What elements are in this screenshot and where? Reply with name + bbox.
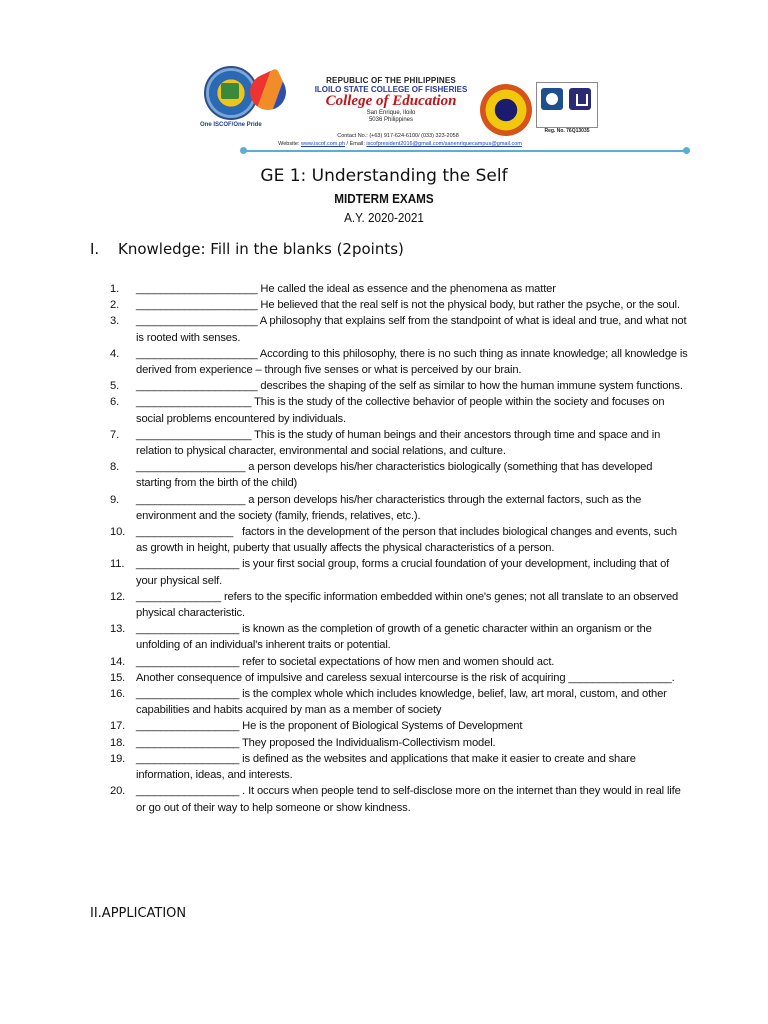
question-number: 16. bbox=[110, 688, 126, 701]
question-item bbox=[110, 670, 690, 686]
question-item bbox=[110, 718, 690, 734]
question-item bbox=[110, 394, 690, 426]
registration-number: Reg. No. 76Q13035 bbox=[544, 128, 590, 134]
question-item bbox=[110, 783, 690, 815]
question-item bbox=[110, 281, 690, 297]
college-name: ILOILO STATE COLLEGE OF FISHERIES bbox=[314, 85, 468, 94]
section2-heading: II.APPLICATION bbox=[90, 906, 187, 921]
question-number: 13. bbox=[110, 623, 126, 636]
question-text: ____________________ describes the shaping of the self as similar to how the human immune system functions. bbox=[136, 380, 683, 393]
question-text: _________________ refer to societal expectations of how men and women should act. bbox=[136, 655, 555, 668]
question-text: ___________________ This is the study of the collective behavior of people within the society and focuses on social problems encountered by individuals. bbox=[136, 396, 668, 425]
contact-info: Contact No.: (+63) 917-624-6100/ (033) 323-2058 bbox=[337, 133, 459, 139]
divider-dot-right bbox=[683, 147, 690, 154]
question-item bbox=[110, 378, 690, 394]
question-text: ____________________ He believed that the real self is not the physical body, but rather the psyche, or the soul. bbox=[136, 299, 680, 312]
question-number: 1. bbox=[110, 283, 120, 295]
question-item bbox=[110, 654, 690, 670]
question-text: _________________ is the complex whole which includes knowledge, belief, law, art moral, custom, and other capabilities and habits acquired by man as a member of society bbox=[136, 688, 670, 717]
letterhead bbox=[190, 60, 610, 156]
question-number: 11. bbox=[110, 558, 125, 571]
question-number: 5. bbox=[110, 380, 120, 393]
question-number: 2. bbox=[110, 299, 120, 312]
question-text: Another consequence of impulsive and careless sexual intercourse is the risk of acquiring _________________. bbox=[136, 671, 675, 684]
question-number: 9. bbox=[110, 493, 120, 506]
question-item bbox=[110, 621, 690, 653]
question-text: ____________________ A philosophy that explains self from the standpoint of what is ideal and true, and what not is rooted with senses. bbox=[136, 315, 690, 344]
question-number: 7. bbox=[110, 428, 120, 441]
ukas-crown-icon bbox=[576, 94, 588, 106]
website-prefix: Website: bbox=[278, 141, 301, 147]
question-item bbox=[110, 313, 690, 345]
section1-number: I. bbox=[90, 240, 100, 258]
campus-seal-logo bbox=[480, 84, 532, 136]
section1-heading bbox=[90, 240, 404, 258]
exam-title: GE 1: Understanding the Self bbox=[260, 166, 508, 186]
question-number: 15. bbox=[110, 671, 126, 684]
question-number: 14. bbox=[110, 655, 126, 668]
college-of-education: College of Education bbox=[325, 93, 457, 109]
question-number: 8. bbox=[110, 461, 120, 474]
question-number: 17. bbox=[110, 720, 126, 733]
question-item bbox=[110, 686, 690, 718]
divider-dot-left bbox=[240, 147, 247, 154]
question-item bbox=[110, 589, 690, 621]
motto: One ISCOF/One Pride bbox=[200, 122, 262, 128]
letterhead-text bbox=[286, 76, 496, 124]
academic-year: A.Y. 2020-2021 bbox=[344, 210, 424, 225]
question-text: ____________________ According to this philosophy, there is no such thing as innate knowledge; all knowledge is derived from experience – through five senses or what is perceived by our brain. bbox=[136, 347, 691, 377]
seal-emblem-icon bbox=[221, 83, 239, 99]
website-line bbox=[215, 141, 585, 147]
question-text: _________________ He is the proponent of Biological Systems of Development bbox=[136, 720, 523, 733]
republic-label: REPUBLIC OF THE PHILIPPINES bbox=[326, 76, 456, 85]
question-text: ___________________ This is the study of human beings and their ancestors through time and space and in relation to physical character, environmental and social relations, and culture. bbox=[136, 428, 664, 458]
question-number: 3. bbox=[110, 315, 120, 328]
question-item bbox=[110, 346, 690, 378]
certification-badge bbox=[536, 82, 598, 128]
question-list bbox=[110, 281, 690, 816]
website-link[interactable]: www.iscof.com.ph bbox=[300, 141, 345, 147]
address-line2: 5036 Philippines bbox=[368, 117, 414, 123]
question-number: 12. bbox=[110, 590, 126, 603]
question-item bbox=[110, 427, 690, 459]
address-line1: San Enrique, Iloilo bbox=[366, 110, 416, 116]
question-number: 20. bbox=[110, 785, 126, 798]
question-item bbox=[110, 751, 690, 783]
question-item bbox=[110, 524, 690, 556]
question-text: _________________ is known as the completion of growth of a genetic character within an organism or the unfolding of an individual's inherent traits or potential. bbox=[136, 623, 655, 652]
question-number: 18. bbox=[110, 736, 126, 749]
exam-subtitle: MIDTERM EXAMS bbox=[334, 191, 434, 206]
question-text: _________________ is your first social group, forms a crucial foundation of your development, including that of your physical self. bbox=[136, 558, 673, 587]
iso-cert-mark-icon bbox=[546, 93, 558, 105]
question-text: __________________ a person develops his/her characteristics biologically (something that has developed starting from the birth of the child) bbox=[136, 461, 656, 490]
question-number: 10. bbox=[110, 526, 126, 539]
email-link[interactable]: iscofpresident2016@gmail.com/sanenriquecampus@gmail.com bbox=[366, 141, 522, 147]
question-item bbox=[110, 556, 690, 588]
question-text: ____________________ He called the ideal as essence and the phenomena as matter bbox=[136, 283, 556, 295]
question-text: ________________ factors in the development of the person that includes biological changes and events, such as growth in height, puberty that usually affects the physical characteristics of a person. bbox=[136, 526, 680, 555]
question-item bbox=[110, 735, 690, 751]
question-number: 4. bbox=[110, 347, 120, 360]
email-prefix: / Email: bbox=[344, 141, 367, 147]
question-text: _________________ . It occurs when people tend to self-disclose more on the internet than they would in real life or go out of their way to help someone or show kindness. bbox=[136, 785, 684, 814]
question-number: 6. bbox=[110, 396, 120, 409]
question-item bbox=[110, 492, 690, 524]
question-item bbox=[110, 459, 690, 491]
header-divider bbox=[244, 150, 688, 152]
question-text: __________________ a person develops his/her characteristics through the external factors, such as the environment and the society (family, friends, relatives, etc.). bbox=[136, 493, 645, 522]
section1-title: Knowledge: Fill in the blanks (2points) bbox=[118, 240, 404, 258]
question-number: 19. bbox=[110, 752, 126, 765]
question-item bbox=[110, 297, 690, 313]
question-text: ______________ refers to the specific information embedded within one's genes; not all translate to an observed physical characteristic. bbox=[136, 590, 682, 620]
question-text: _________________ They proposed the Individualism-Collectivism model. bbox=[136, 736, 496, 749]
question-text: _________________ is defined as the websites and applications that make it easier to create and share information, ideas, and interests. bbox=[136, 752, 639, 782]
